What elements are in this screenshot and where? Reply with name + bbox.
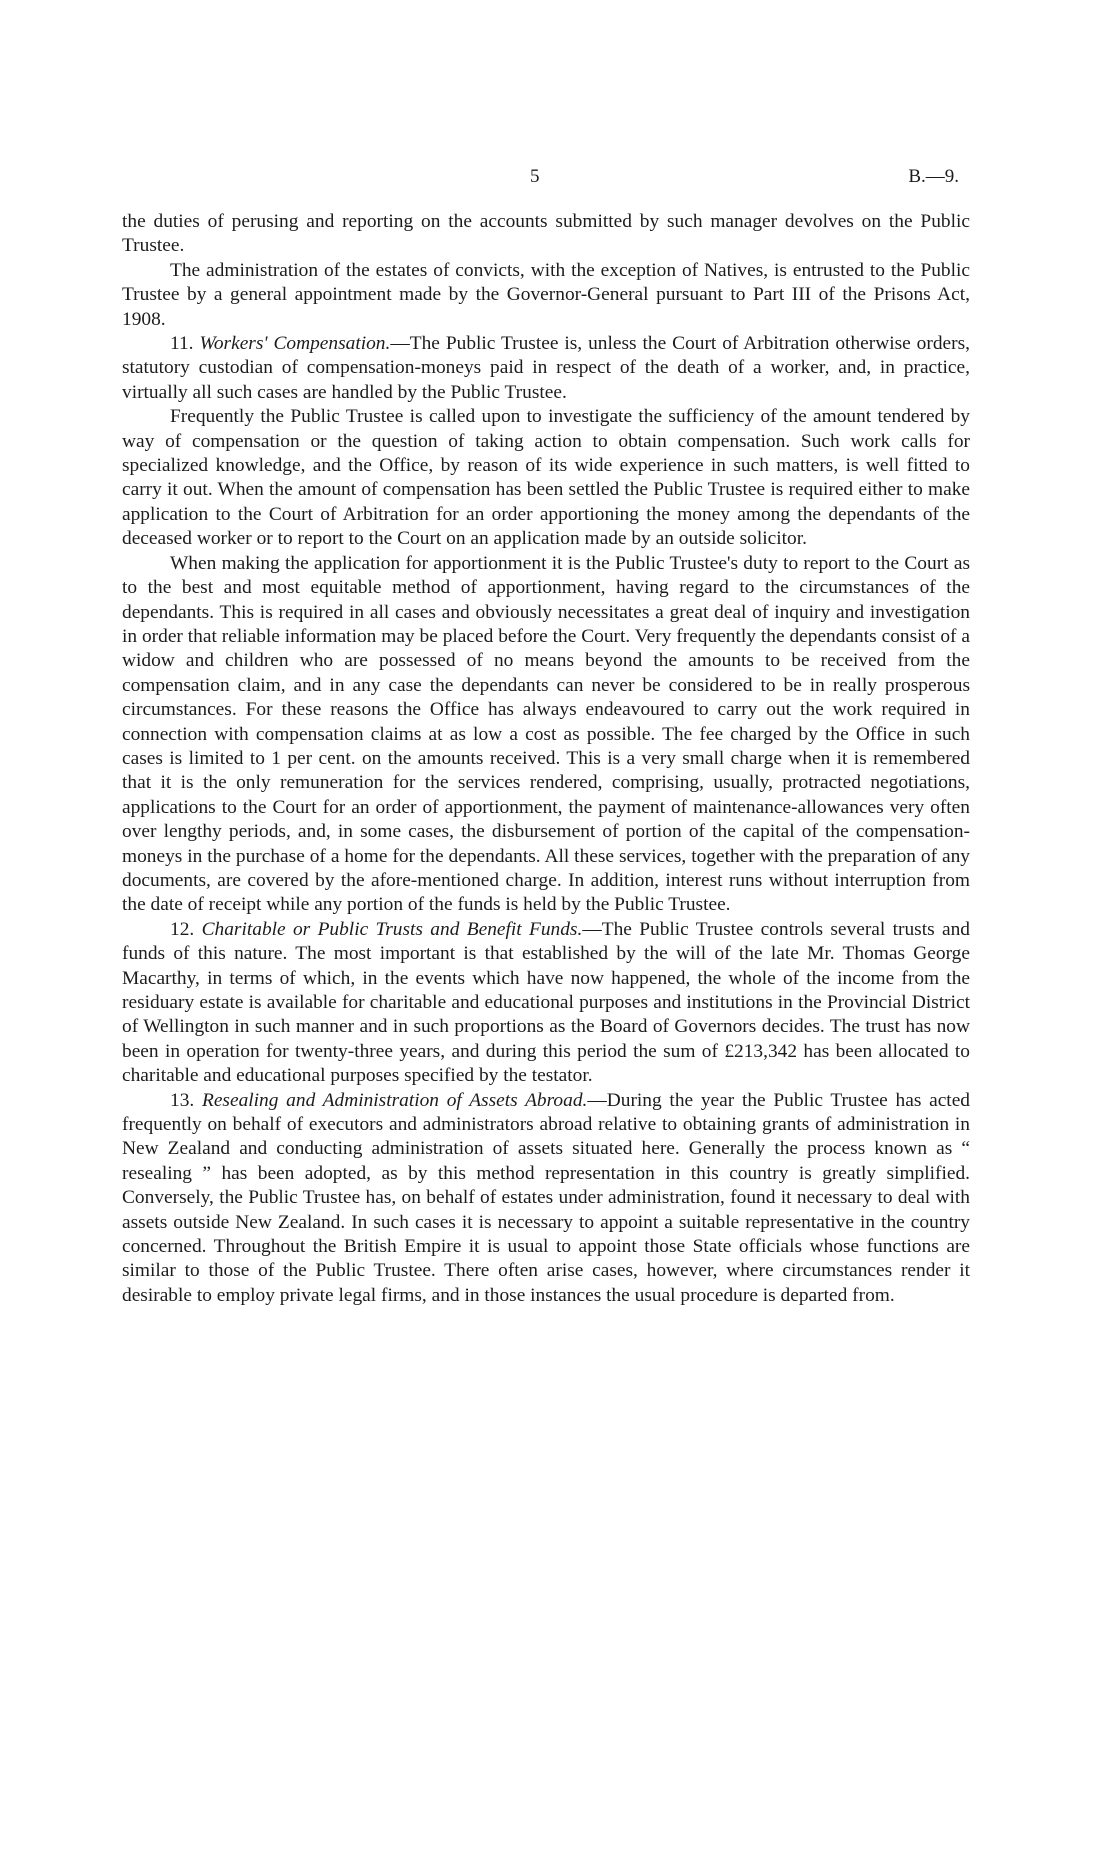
body-text (122, 210, 970, 1308)
paragraph-continuation (122, 210, 970, 259)
paragraph-convicts-estates (122, 259, 970, 332)
paragraph-text: —The Public Trustee controls several trusts and funds of this nature. The most important is that established by the will of the late Mr. Thomas George Macarthy, in terms of which, in the events which have now happened, the whole of the income from the residuary estate is available for charitable and educational purposes and institutions in the Provincial District of Wellington in such manner and in such proportions as the Board of Governors decides. The trust has now been in operation for twenty-three years, and during this period the sum of £213,342 has been allocated to charitable and educational purposes specified by the testator. (122, 918, 970, 1087)
page-header (0, 166, 1114, 196)
section-number: 13. (170, 1089, 195, 1111)
section-number: 12. (170, 918, 195, 940)
section-heading: Workers' Compensation. (199, 333, 391, 355)
paragraph-text: —During the year the Public Trustee has acted frequently on behalf of executors and administrators abroad relative to obtaining grants of administration in New Zealand and conducting administration of assets situated here. Generally the process known as “ resealing ” has been adopted, as by this method representation in this country is greatly simplified. Conversely, the Public Trustee has, on behalf of estates under administration, found it necessary to deal with assets outside New Zealand. In such cases it is necessary to appoint a suitable representative in the country concerned. Throughout the British Empire it is usual to appoint those State officials whose functions are similar to those of the Public Trustee. There often arise cases, however, where circumstances render it desirable to employ private legal firms, and in those instances the usual procedure is departed from. (122, 1089, 970, 1306)
page-number: 5 (530, 166, 540, 187)
paragraph-text: The administration of the estates of convicts, with the exception of Natives, is entrusted to the Public Trustee by a general appointment made by the Governor-General pursuant to Part III of the Prisons Act, 1908. (122, 259, 970, 330)
paragraph-text: —The Public Trustee is, unless the Court of Arbitration otherwise orders, statutory custodian of compensation-moneys paid in respect of the death of a worker, and, in practice, virtually all such cases are handled by the Public Trustee. (122, 333, 970, 403)
paragraph-text: the duties of perusing and reporting on the accounts submitted by such manager devolves on the Public Trustee. (122, 211, 970, 257)
section-number: 11. (170, 333, 194, 355)
paragraph-text: Frequently the Public Trustee is called upon to investigate the sufficiency of the amount tendered by way of compensation or the question of taking action to obtain compensation. Such work calls for specialized knowledge, and the Office, by reason of its wide experience in such matters, is well fitted to carry it out. When the amount of compensation has been settled the Public Trustee is required either to make application to the Court of Arbitration for an order apportioning the money among the dependants of the deceased worker or to report to the Court on an application made by an outside solicitor. (122, 406, 970, 550)
section-11-workers-compensation (122, 332, 970, 405)
section-heading: Charitable or Public Trusts and Benefit Funds. (201, 918, 583, 940)
document-reference: B.—9. (908, 166, 959, 187)
paragraph-apportionment (122, 552, 970, 918)
section-heading: Resealing and Administration of Assets Abroad. (201, 1089, 588, 1111)
section-13-resealing (122, 1089, 970, 1309)
paragraph-compensation-investigation (122, 405, 970, 551)
section-12-charitable-trusts (122, 918, 970, 1089)
paragraph-text: When making the application for apportionment it is the Public Trustee's duty to report to the Court as to the best and most equitable method of apportionment, having regard to the circumstances of the dependants. This is required in all cases and obviously necessitates a great deal of inquiry and investigation in order that reliable information may be placed before the Court. Very frequently the dependants consist of a widow and children who are possessed of no means beyond the amounts to be received from the compensation claim, and in any case the dependants can never be considered to be in really prosperous circumstances. For these reasons the Office has always endeavoured to carry out the work required in connection with compensation claims at as low a cost as possible. The fee charged by the Office in such cases is limited to 1 per cent. on the amounts received. This is a very small charge when it is remembered that it is the only remuneration for the services rendered, comprising, usually, protracted negotiations, applications to the Court for an order of apportionment, the payment of maintenance-allowances very often over lengthy periods, and, in some cases, the disbursement of portion of the capital of the compensation-moneys in the purchase of a home for the dependants. All these services, together with the preparation of any documents, are covered by the afore-mentioned charge. In addition, interest runs without interruption from the date of receipt while any portion of the funds is held by the Public Trustee. (122, 552, 970, 916)
